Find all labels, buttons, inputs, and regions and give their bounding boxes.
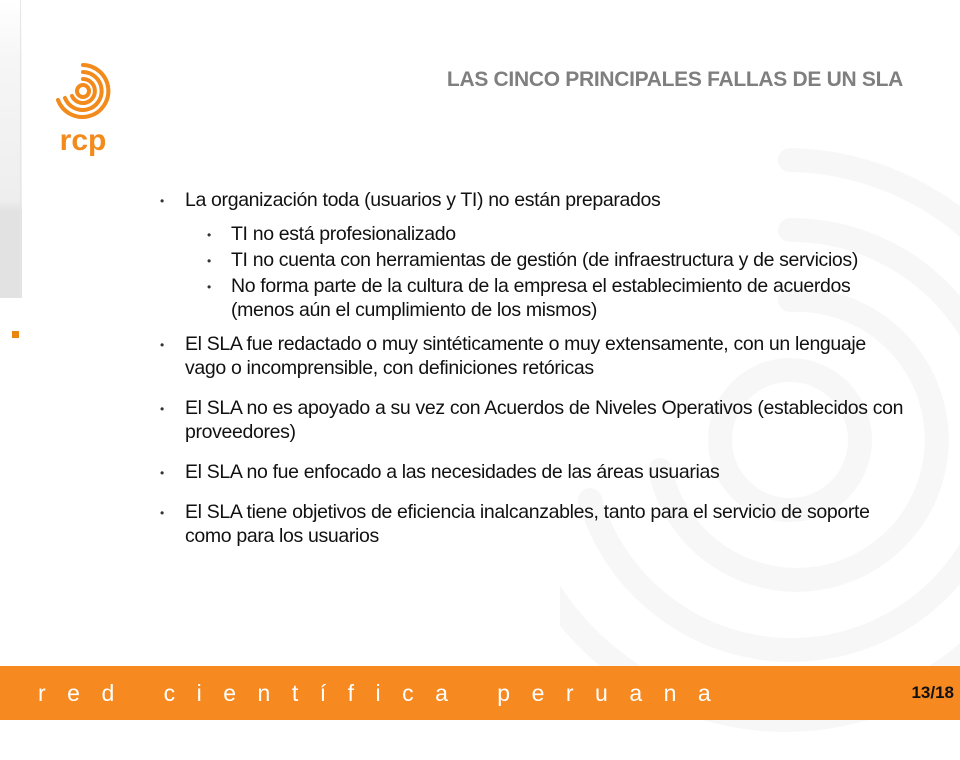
- bullet-text: El SLA no fue enfocado a las necesidades de las áreas usuarias: [185, 461, 720, 483]
- sub-bullet-item-3: [185, 274, 908, 322]
- bullet-item-1: [148, 188, 908, 322]
- bullet-dot-icon: •: [160, 466, 164, 480]
- sub-bullet-item-2: [185, 248, 908, 272]
- bullet-dot-icon: •: [207, 228, 211, 242]
- sub-bullet-text: TI no está profesionalizado: [231, 223, 456, 245]
- bullet-item-4: [148, 460, 908, 484]
- slide-content: [148, 188, 908, 564]
- bullet-text: El SLA fue redactado o muy sintéticamente o muy extensamente, con un lenguaje vago o incomprensible, con definiciones retóricas: [185, 333, 866, 379]
- logo-text: rcp: [59, 124, 107, 156]
- bullet-text: El SLA no es apoyado a su vez con Acuerdos de Niveles Operativos (establecidos con proveedores): [185, 397, 904, 443]
- bullet-dot-icon: •: [160, 338, 164, 352]
- bullet-text: La organización toda (usuarios y TI) no están preparados: [185, 189, 661, 211]
- sub-bullet-text: No forma parte de la cultura de la empresa el establecimiento de acuerdos (menos aún el cumplimiento de los mismos): [231, 275, 851, 321]
- bullet-item-3: [148, 396, 908, 444]
- footer-tagline: red científica peruana: [38, 680, 733, 706]
- slide-title: LAS CINCO PRINCIPALES FALLAS DE UN SLA: [446, 68, 903, 91]
- bullet-text: El SLA tiene objetivos de eficiencia inalcanzables, tanto para el servicio de soporte como para los usuarios: [185, 501, 870, 547]
- sub-bullet-item-1: [185, 222, 908, 246]
- page-number: 13/18: [911, 683, 954, 702]
- bullet-dot-icon: •: [207, 254, 211, 268]
- left-gray-bar: [0, 0, 22, 298]
- bullet-dot-icon: •: [160, 194, 164, 208]
- bullet-dot-icon: •: [160, 402, 164, 416]
- bullet-dot-icon: •: [207, 280, 211, 294]
- bullet-item-5: [148, 500, 908, 548]
- sub-bullet-text: TI no cuenta con herramientas de gestión (de infraestructura y de servicios): [231, 249, 858, 271]
- footer-bar: [0, 666, 960, 720]
- bullet-item-2: [148, 332, 908, 380]
- bullet-dot-icon: •: [160, 506, 164, 520]
- rcp-logo-icon: [50, 60, 116, 156]
- left-orange-marker: [12, 331, 19, 338]
- left-bar-edge: [20, 0, 21, 298]
